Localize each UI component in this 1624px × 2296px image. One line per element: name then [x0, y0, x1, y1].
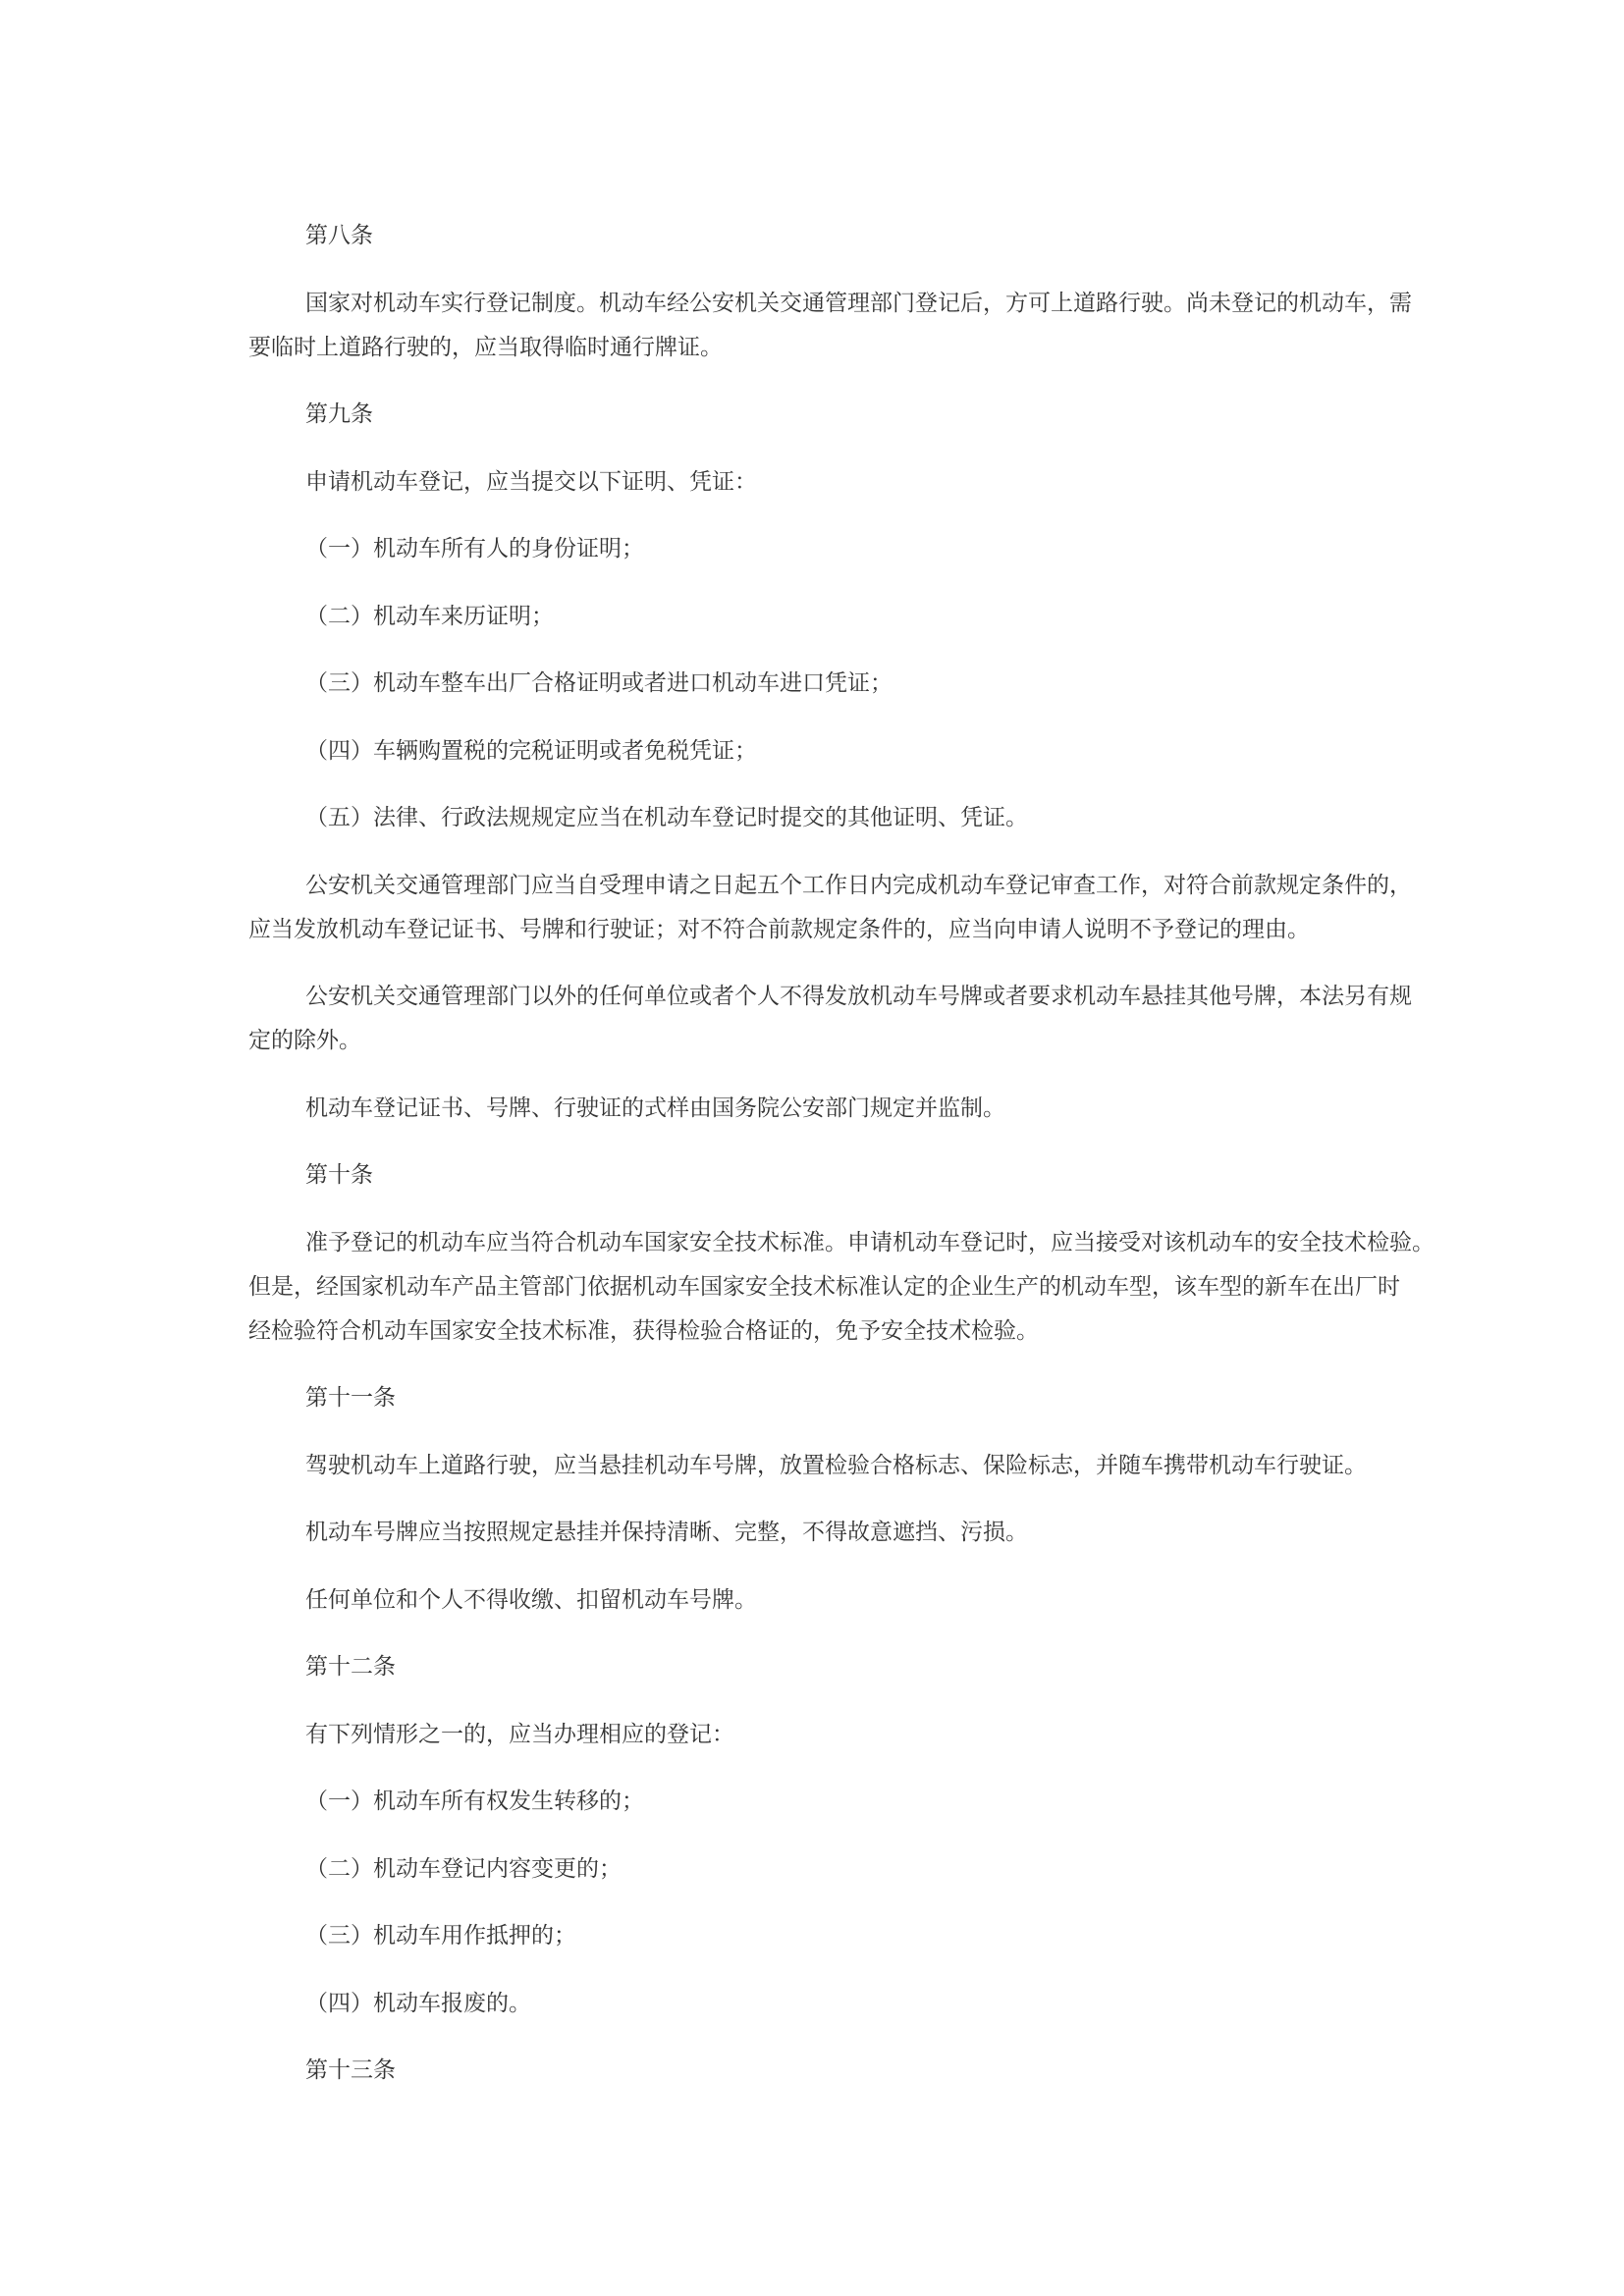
text-line: （五）法律、行政法规规定应当在机动车登记时提交的其他证明、凭证。 — [305, 805, 1028, 830]
text-line: 公安机关交通管理部门以外的任何单位或者个人不得发放机动车号牌或者要求机动车悬挂其他号牌，本法另有规 — [305, 984, 1412, 1009]
text-line: 第十条 — [305, 1162, 373, 1188]
article-heading — [248, 2049, 1407, 2093]
text-line: 公安机关交通管理部门应当自受理申请之日起五个工作日内完成机动车登记审查工作，对符合前款规定条件的， — [305, 872, 1412, 898]
text-line: 定的除外。 — [248, 1028, 361, 1053]
text-line: 国家对机动车实行登记制度。机动车经公安机关交通管理部门登记后，方可上道路行驶。尚未登记的机动车，需 — [305, 290, 1412, 316]
list-item — [248, 1780, 1407, 1824]
text-line: 驾驶机动车上道路行驶，应当悬挂机动车号牌，放置检验合格标志、保险标志，并随车携带机动车行驶证。 — [305, 1452, 1367, 1478]
article-heading — [248, 1645, 1407, 1689]
text-line: 第八条 — [305, 223, 373, 248]
article-heading — [248, 1153, 1407, 1198]
text-line: 机动车号牌应当按照规定悬挂并保持清晰、完整，不得故意遮挡、污损。 — [305, 1520, 1028, 1545]
text-line: 任何单位和个人不得收缴、扣留机动车号牌。 — [305, 1586, 757, 1613]
paragraph — [248, 1087, 1407, 1131]
article-heading — [248, 214, 1407, 258]
text-line: （四）车辆购置税的完税证明或者免税凭证； — [305, 737, 757, 764]
text-line: 应当发放机动车登记证书、号牌和行驶证；对不符合前款规定条件的，应当向申请人说明不予登记的理由。 — [248, 916, 1310, 942]
text-line: （二）机动车登记内容变更的； — [305, 1855, 622, 1882]
text-line: 但是，经国家机动车产品主管部门依据机动车国家安全技术标准认定的企业生产的机动车型，该车型的新车在出厂时 — [248, 1273, 1400, 1300]
paragraph — [248, 1578, 1407, 1623]
paragraph — [248, 1221, 1435, 1354]
list-item — [248, 729, 1407, 774]
list-item — [248, 1982, 1407, 2026]
text-line: （三）机动车整车出厂合格证明或者进口机动车进口凭证； — [305, 670, 893, 696]
text-line: 有下列情形之一的，应当办理相应的登记： — [305, 1721, 734, 1747]
text-line: 第十一条 — [305, 1385, 396, 1411]
paragraph — [248, 1713, 1407, 1757]
paragraph — [248, 864, 1412, 952]
paragraph — [248, 1444, 1407, 1488]
text-line: 申请机动车登记，应当提交以下证明、凭证： — [305, 468, 757, 495]
text-line: 经检验符合机动车国家安全技术标准，获得检验合格证的，免予安全技术检验。 — [248, 1317, 1039, 1344]
text-line: （四）机动车报废的。 — [305, 1990, 531, 2016]
list-item — [248, 796, 1407, 840]
list-item — [248, 595, 1407, 639]
article-heading — [248, 1376, 1407, 1420]
list-item — [248, 1847, 1407, 1892]
paragraph — [248, 282, 1412, 370]
article-heading — [248, 393, 1407, 437]
paragraph — [248, 1511, 1407, 1555]
text-line: 机动车登记证书、号牌、行驶证的式样由国务院公安部门规定并监制。 — [305, 1095, 1005, 1121]
paragraph — [248, 460, 1407, 505]
list-item — [248, 662, 1407, 706]
list-item — [248, 527, 1407, 571]
document-body — [248, 214, 1435, 2116]
text-line: 第十三条 — [305, 2057, 396, 2083]
text-line: 要临时上道路行驶的，应当取得临时通行牌证。 — [248, 334, 723, 360]
text-line: （一）机动车所有人的身份证明； — [305, 536, 644, 561]
text-line: （二）机动车来历证明； — [305, 603, 554, 629]
paragraph — [248, 975, 1412, 1063]
text-line: 准予登记的机动车应当符合机动车国家安全技术标准。申请机动车登记时，应当接受对该机动车的安全技术检验。 — [305, 1229, 1435, 1255]
text-line: 第十二条 — [305, 1654, 396, 1680]
text-line: （三）机动车用作抵押的； — [305, 1923, 576, 1949]
text-line: 第九条 — [305, 401, 373, 427]
text-line: （一）机动车所有权发生转移的； — [305, 1789, 644, 1814]
list-item — [248, 1914, 1407, 1958]
